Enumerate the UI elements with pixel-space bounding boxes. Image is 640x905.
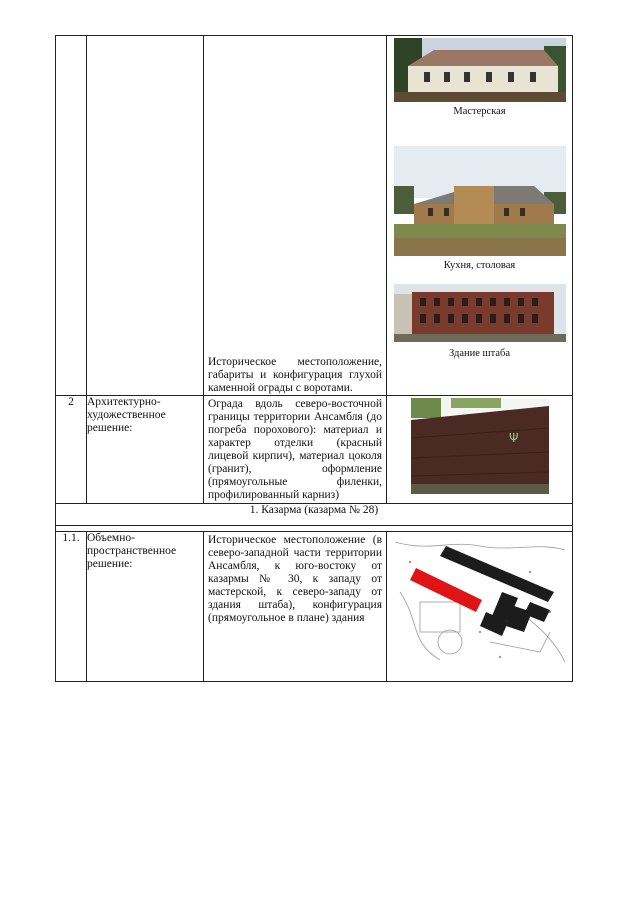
brick-fence-photo	[411, 398, 549, 494]
section-title: 1. Казарма (казарма № 28)	[56, 504, 573, 526]
row-label: Архитектурно-художественное решение:	[87, 396, 204, 504]
label-cell	[87, 36, 204, 396]
kitchen-canteen-photo	[394, 146, 566, 256]
site-plan-map	[390, 532, 570, 666]
photo-cell	[387, 532, 573, 682]
photo-caption: Здание штаба	[449, 348, 510, 359]
photo-caption: Мастерская	[453, 106, 506, 117]
photo-cell	[387, 396, 573, 504]
description-cell	[204, 532, 387, 682]
photo-caption: Кухня, столовая	[443, 260, 516, 271]
section-row	[56, 504, 573, 526]
headquarters-photo	[394, 284, 566, 342]
table-row	[56, 36, 573, 396]
description-text: Историческое местоположение, габариты и конфигурация глухой каменной ограды с воротами.	[208, 356, 382, 394]
svg-text:Ψ: Ψ	[508, 431, 518, 445]
table-row	[56, 396, 573, 504]
workshop-photo	[394, 38, 566, 102]
table-row	[56, 532, 573, 682]
description-text: Историческое местоположение (в северо-западной части территории Ансамбля, к юго-востоку от казармы № 30, к западу от мастерской, к северо-западу от здания штаба), конфигурация (прямоугольное в плане) здания	[208, 534, 382, 624]
photo-cell	[387, 36, 573, 396]
number-cell	[56, 36, 87, 396]
heritage-table	[55, 35, 573, 682]
description-cell	[204, 396, 387, 504]
description-text: Ограда вдоль северо-восточной границы территории Ансамбля (до погреба порохового): материал и характер отделки (красный лицевой кирпич), материал цоколя (гранит), оформление (прямоугольные филенки, профилированный карниз)	[208, 398, 382, 501]
row-number: 2	[56, 396, 87, 504]
row-label: Объемно-пространственное решение:	[87, 532, 204, 682]
row-number: 1.1.	[56, 532, 87, 682]
description-cell	[204, 36, 387, 396]
